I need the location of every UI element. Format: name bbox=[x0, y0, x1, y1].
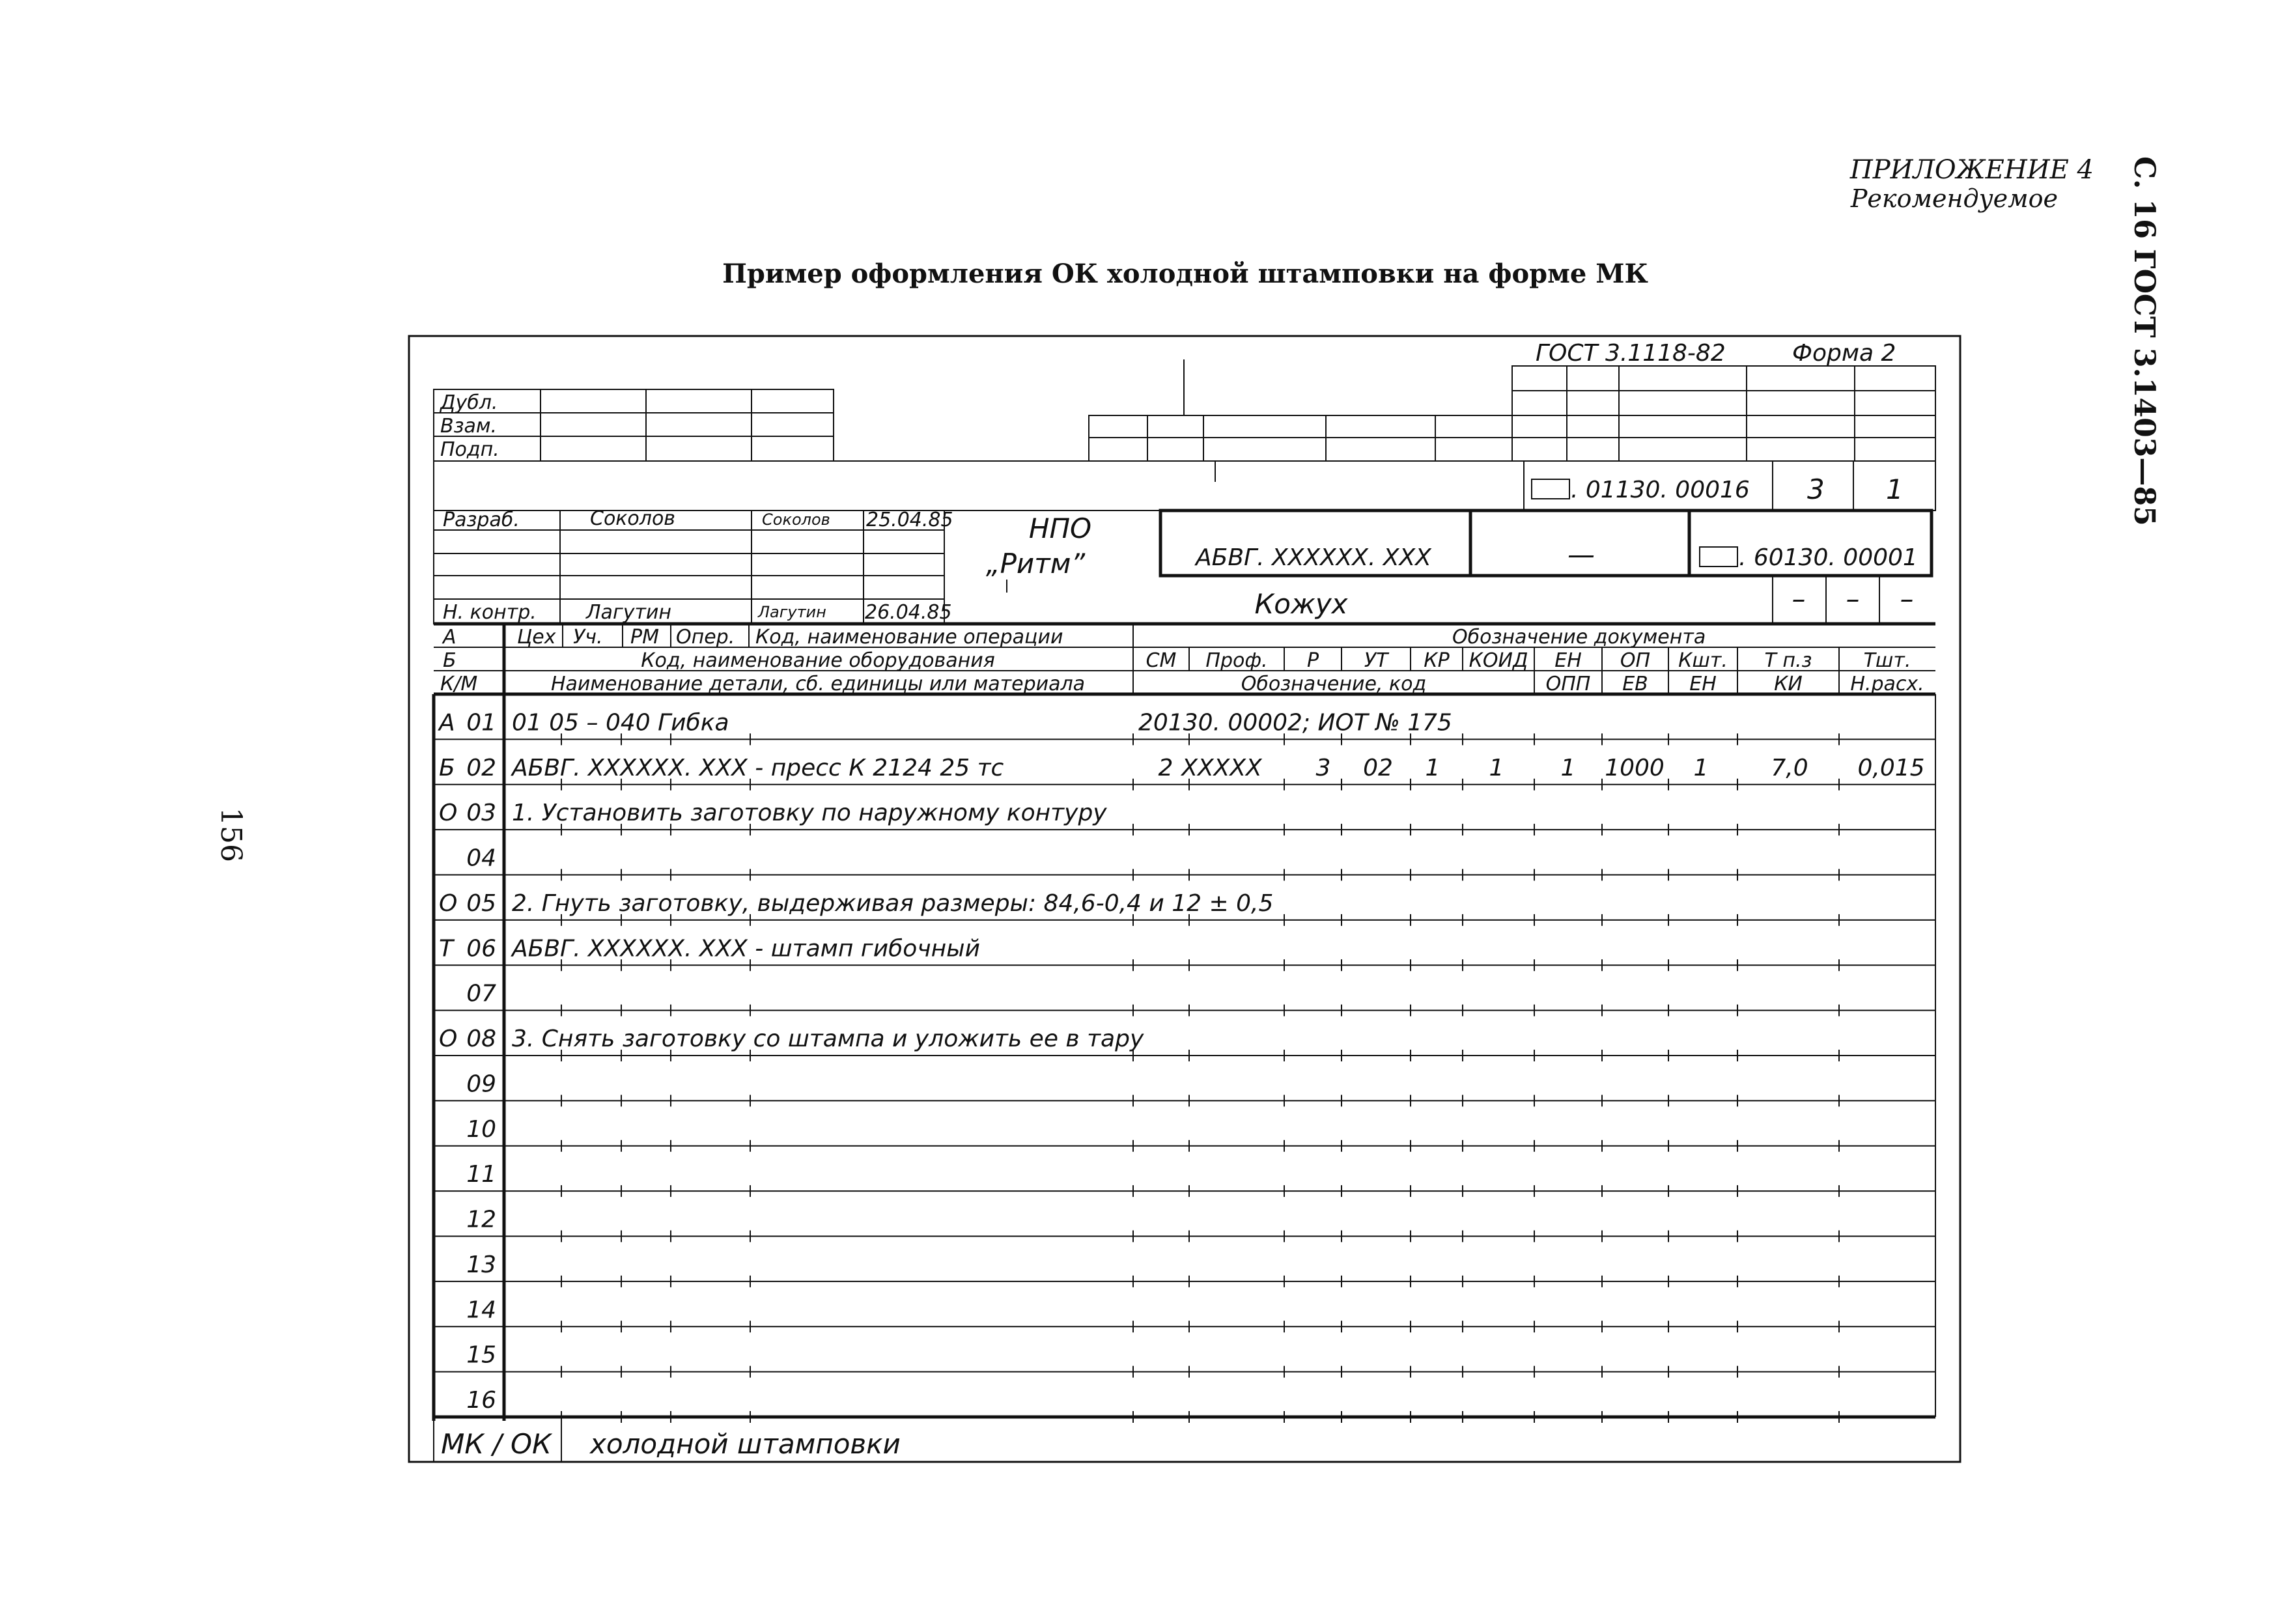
left-signature-grid bbox=[434, 389, 834, 461]
row-marker: А bbox=[439, 709, 455, 736]
row-value: 0,015 bbox=[1857, 754, 1925, 781]
corner-dash-cells bbox=[1773, 576, 1914, 624]
razrab-date: 25.04.85 bbox=[866, 509, 953, 531]
hdr-b-ut: УТ bbox=[1364, 649, 1388, 672]
row-text: 2. Гнуть заготовку, выдерживая размеры: 84,6-0,4 и 12 ± 0,5 bbox=[512, 889, 1274, 917]
hdr-b-r: Р bbox=[1306, 649, 1319, 672]
org-name-line2: „Ритм” bbox=[985, 548, 1086, 580]
row-value: 1 bbox=[1425, 754, 1441, 781]
nkontr-signature: Лагутин bbox=[758, 603, 826, 621]
route-card-form bbox=[409, 336, 1960, 1462]
row-marker: О bbox=[439, 800, 458, 827]
row-number: 02 bbox=[466, 754, 496, 781]
row-document: 20130. 00002; ИОТ № 175 bbox=[1138, 709, 1452, 736]
row-marker: Б bbox=[439, 754, 455, 781]
page-title: Пример оформления ОК холодной штамповки на форме МК bbox=[722, 259, 1648, 289]
form-footer bbox=[434, 1421, 901, 1462]
row-number: 11 bbox=[466, 1161, 496, 1188]
row-number: 14 bbox=[466, 1296, 496, 1324]
hdr-km-en: ЕН bbox=[1689, 673, 1717, 695]
doc-box-icon-main bbox=[1700, 547, 1737, 567]
hdr-b-koid: КОИД bbox=[1469, 649, 1528, 672]
row-text: 3. Снять заготовку со штампа и уложить ее в тару bbox=[512, 1026, 1144, 1052]
row-number: 07 bbox=[466, 980, 496, 1007]
nkontr-label: Н. контр. bbox=[443, 601, 537, 624]
row-value: 1 bbox=[1489, 754, 1504, 781]
row-value: 1000 bbox=[1605, 754, 1665, 781]
corner-dash-3: – bbox=[1900, 583, 1914, 615]
hdr-oper: Опер. bbox=[676, 626, 735, 649]
hdr-tsekh: Цех bbox=[517, 626, 556, 649]
hdr-km-nrash: Н.расх. bbox=[1850, 673, 1924, 695]
hdr-b-en: ЕН bbox=[1554, 649, 1582, 672]
hdr-b-tpz: Т п.з bbox=[1764, 649, 1812, 672]
hdr-b-ksht: Кшт. bbox=[1678, 649, 1728, 672]
hdr-b-sm: СМ bbox=[1146, 649, 1177, 672]
hdr-document: Обозначение документа bbox=[1452, 626, 1706, 649]
signature-block bbox=[434, 507, 953, 624]
page-number: 156 bbox=[214, 807, 247, 862]
row-number: 12 bbox=[466, 1206, 496, 1233]
row-text: АБВГ. XXXXXX. XXX - штамп гибочный bbox=[512, 935, 980, 962]
row-value: XXXXX bbox=[1181, 754, 1262, 781]
footer-text: холодной штамповки bbox=[590, 1428, 901, 1460]
hdr-material: Наименование детали, сб. единицы или материала bbox=[550, 673, 1086, 695]
operation-rows bbox=[434, 694, 1935, 1423]
doc-code-main: . 60130. 00001 bbox=[1739, 544, 1918, 571]
hdr-b-tsht: Тшт. bbox=[1863, 649, 1911, 672]
hdr-km-ki: КИ bbox=[1774, 673, 1803, 695]
row-number: 10 bbox=[466, 1115, 496, 1143]
footer-code: МК / ОК bbox=[441, 1428, 552, 1460]
row-text: 01 05 – 040 Гибка bbox=[512, 709, 729, 736]
designation: АБВГ. XXXXXX. XXX bbox=[1196, 544, 1431, 571]
hdr-equipment: Код, наименование оборудования bbox=[641, 649, 995, 672]
row-number: 08 bbox=[466, 1026, 496, 1052]
razrab-label: Разраб. bbox=[443, 509, 520, 531]
doc-code-row bbox=[434, 461, 1935, 511]
org-name-line1: НПО bbox=[1028, 512, 1092, 544]
column-header-block bbox=[434, 624, 1935, 695]
row-text: 1. Установить заготовку по наружному контуру bbox=[512, 800, 1107, 827]
nkontr-date: 26.04.85 bbox=[865, 601, 952, 624]
label-dubl: Дубл. bbox=[440, 391, 498, 414]
row-marker: О bbox=[439, 889, 458, 917]
row-number: 01 bbox=[466, 709, 496, 736]
row-value: 7,0 bbox=[1771, 754, 1808, 781]
designation-dash: — bbox=[1567, 539, 1595, 570]
sheets-total: 3 bbox=[1807, 473, 1825, 505]
hdr-operation: Код, наименование операции bbox=[755, 626, 1063, 649]
row-value: 3 bbox=[1315, 754, 1331, 781]
label-podp: Подп. bbox=[440, 438, 499, 461]
row-number: 06 bbox=[466, 935, 496, 962]
row-text: АБВГ. XXXXXX. XXX - пресс К 2124 25 тс bbox=[512, 754, 1004, 781]
row-number: 15 bbox=[466, 1341, 496, 1369]
corner-dash-2: – bbox=[1846, 583, 1860, 615]
part-name: Кожух bbox=[1254, 588, 1348, 620]
hdr-uch: Уч. bbox=[573, 626, 603, 649]
designation-box bbox=[1160, 511, 1932, 576]
label-vzam: Взам. bbox=[440, 415, 498, 438]
gost-label: ГОСТ 3.1118-82 bbox=[1536, 340, 1726, 367]
hdr-code: Обозначение, код bbox=[1241, 673, 1427, 695]
top-right-grid bbox=[1512, 366, 1935, 415]
standard-reference: С. 16 ГОСТ 3.1403—85 bbox=[2128, 156, 2161, 526]
doc-box-icon bbox=[1532, 479, 1569, 499]
row-number: 05 bbox=[466, 889, 496, 917]
hdr-marker-b: Б bbox=[443, 649, 457, 672]
doc-code-top: . 01130. 00016 bbox=[1571, 477, 1750, 503]
row-number: 03 bbox=[466, 800, 496, 827]
appendix-label: ПРИЛОЖЕНИЕ 4 bbox=[1849, 155, 2094, 185]
row-number: 09 bbox=[466, 1071, 496, 1098]
hdr-km-opp: ОПП bbox=[1545, 673, 1591, 695]
hdr-km-ev: ЕВ bbox=[1622, 673, 1648, 695]
row-number: 16 bbox=[466, 1387, 496, 1414]
row-value: 1 bbox=[1560, 754, 1576, 781]
recommended-label: Рекомендуемое bbox=[1850, 184, 2058, 213]
hdr-b-op: ОП bbox=[1620, 649, 1651, 672]
hdr-b-kr: КР bbox=[1424, 649, 1450, 672]
row-marker: О bbox=[439, 1026, 458, 1052]
row-number: 04 bbox=[466, 845, 496, 872]
sheet-number: 1 bbox=[1886, 473, 1904, 505]
hdr-rm: РМ bbox=[630, 626, 659, 649]
razrab-name: Соколов bbox=[590, 507, 675, 530]
forma-label: Форма 2 bbox=[1792, 340, 1896, 367]
hdr-marker-km: К/М bbox=[440, 673, 478, 695]
hdr-b-prof: Проф. bbox=[1205, 649, 1268, 672]
row-value: 1 bbox=[1693, 754, 1709, 781]
row-number: 13 bbox=[466, 1251, 496, 1278]
hdr-marker-a: А bbox=[443, 626, 457, 649]
corner-dash-1: – bbox=[1792, 583, 1806, 615]
razrab-signature: Соколов bbox=[762, 511, 830, 529]
row-value: 02 bbox=[1363, 754, 1393, 781]
row-value: 2 bbox=[1158, 754, 1174, 781]
nkontr-name: Лагутин bbox=[586, 601, 672, 624]
row-marker: Т bbox=[439, 935, 453, 962]
